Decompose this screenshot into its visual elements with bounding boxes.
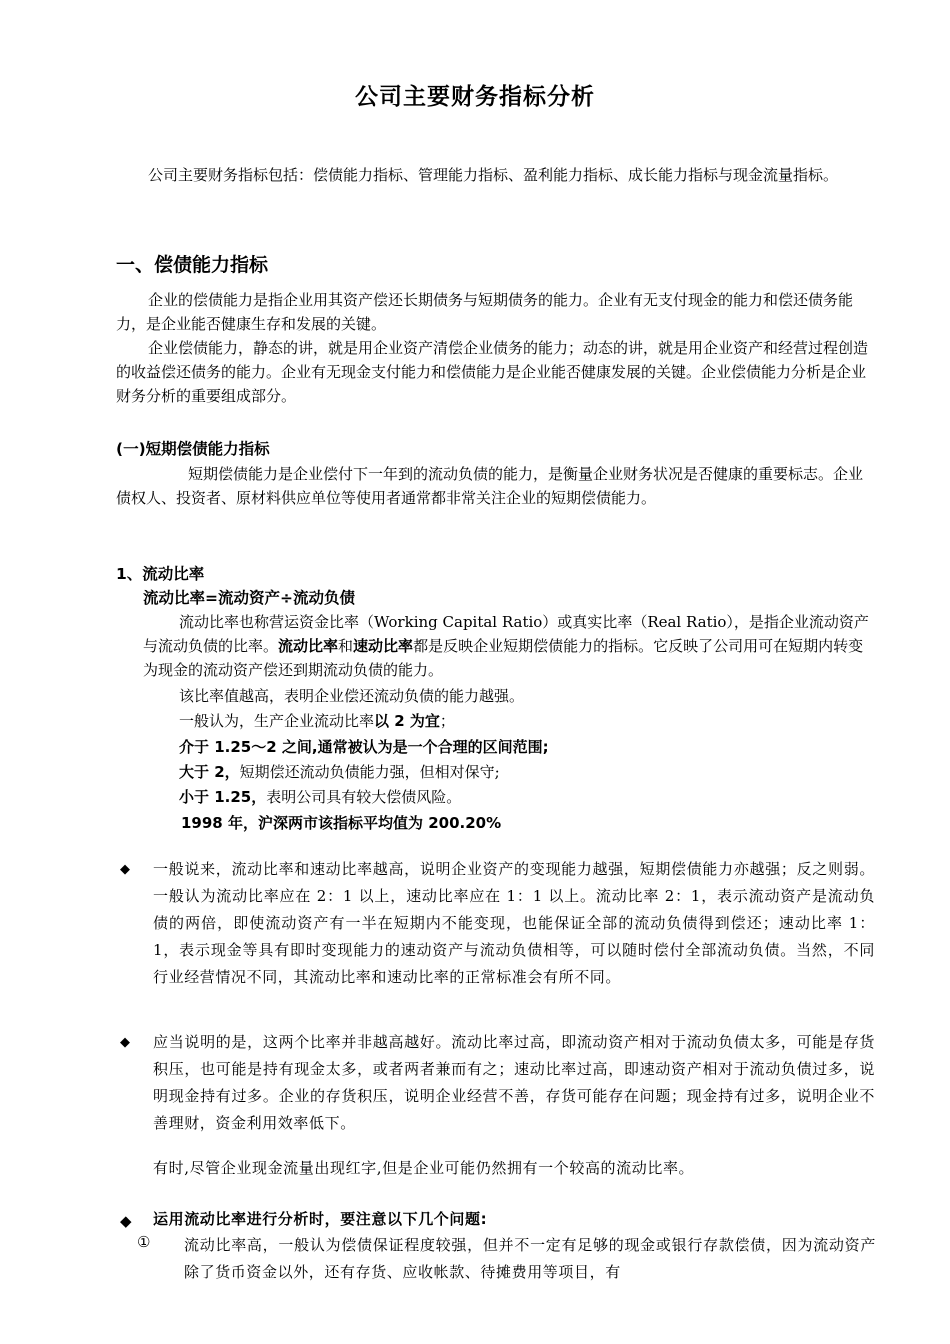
ratio-line-3: 介于 1.25～2 之间,通常被认为是一个合理的区间范围; — [179, 738, 549, 756]
bullet-paragraph-2-extra: 有时,尽管企业现金流量出现红字,但是企业可能仍然拥有一个较高的流动比率。 — [153, 1159, 695, 1177]
diamond-bullet-icon: ◆ — [120, 862, 130, 877]
ratio-line-4 — [179, 761, 500, 782]
numbered-paragraph-1: 流动比率高，一般认为偿债保证程度较强，但并不一定有足够的现金或银行存款偿债，因为流动资产除了货币资金以外，还有存货、应收帐款、待摊费用等项目，有 — [184, 1236, 876, 1281]
ratio-line-5-bold: 小于 1.25， — [179, 788, 267, 806]
ratio-line-4-text: 短期偿还流动负债能力强，但相对保守; — [239, 763, 500, 781]
ratio-line-1: 该比率值越高，表明企业偿还流动负债的能力越强。 — [179, 687, 525, 705]
short-term-paragraph: 短期偿债能力是企业偿付下一年到的流动负债的能力，是衡量企业财务状况是否健康的重要标志。企业债权人、投资者、原材料供应单位等使用者通常都非常关注企业的短期偿债能力。 — [116, 465, 864, 507]
subsection-heading-short-term: (一)短期偿债能力指标 — [116, 440, 270, 458]
intro-paragraph: 公司主要财务指标包括：偿债能力指标、管理能力指标、盈利能力指标、成长能力指标与现金流量指标。 — [148, 166, 839, 184]
current-ratio-formula: 流动比率=流动资产÷流动负债 — [143, 589, 355, 607]
ratio-line-2-end: ； — [439, 712, 455, 730]
bullet-heading-3: 运用流动比率进行分析时，要注意以下几个问题: — [153, 1210, 488, 1228]
solvency-paragraph-2: 企业偿债能力，静态的讲，就是用企业资产清偿企业债务的能力；动态的讲，就是用企业资产和经营过程创造的收益偿还债务的能力。企业有无现金支付能力和偿债能力是企业能否健康发展的关键。企业偿债能力分析是企业财务分析的重要组成部分。 — [116, 339, 869, 405]
bullet-paragraph-2: 应当说明的是，这两个比率并非越高越好。流动比率过高，即流动资产相对于流动负债太多，可能是存货积压，也可能是持有现金太多，或者两者兼而有之；速动比率过高，即速动资产相对于流动负债过多，说明现金持有过多。企业的存货积压，说明企业经营不善，存货可能存在问题；现金持有过多，说明企业不善理财，资金利用效率低下。 — [153, 1033, 875, 1132]
desc-bold-quick-ratio: 速动比率 — [353, 637, 414, 655]
bullet-paragraph-1: 一般说来，流动比率和速动比率越高，说明企业资产的变现能力越强，短期偿债能力亦越强；反之则弱。一般认为流动比率应在 2：1 以上，速动比率应在 1：1 以上。流动比率 2：1，表示流动资产是流动负债的两倍，即使流动资产有一半在短期内不能变现，也能保证全部的流动负债得到偿还；速动比率 1：1，表示现金等具有即时变现能力的速动资产与流动负债相等，可以随时偿付全部流动负债。当然，不同行业经营情况不同，其流动比率和速动比率的正常标准会有所不同。 — [153, 860, 875, 986]
ratio-line-2-text: 一般认为，生产企业流动比率 — [179, 712, 375, 730]
page-title: 公司主要财务指标分析 — [355, 84, 595, 110]
current-ratio-description — [143, 610, 878, 682]
ratio-line-4-bold: 大于 2， — [179, 763, 240, 781]
section-heading-solvency: 一、偿债能力指标 — [116, 254, 269, 276]
solvency-paragraph-1: 企业的偿债能力是指企业用其资产偿还长期债务与短期债务的能力。企业有无支付现金的能力和偿还债务能力，是企业能否健康生存和发展的关键。 — [116, 291, 854, 333]
desc-text-d: 都是反映企业短期偿债能力的指标。它反映了公司用可在短期内转变为现金的流动资产偿还到期流动负债的能力。 — [143, 637, 864, 679]
desc-bold-current-ratio: 流动比率 — [278, 637, 339, 655]
desc-text-c: 和 — [338, 637, 354, 655]
ratio-line-2-bold: 以 2 为宜 — [374, 712, 440, 730]
ratio-line-5-text: 表明公司具有较大偿债风险。 — [266, 788, 462, 806]
circled-number-1: ① — [137, 1233, 151, 1251]
ratio-line-5 — [179, 786, 461, 807]
desc-text-a: 流动比率也称营运资金比率（Working Capital Ratio）或真实比率（Real Ratio），是指企业流动资产与流动负债的比率。 — [143, 613, 869, 655]
diamond-bullet-icon: ◆ — [120, 1035, 130, 1050]
ratio-line-6: 1998 年，沪深两市该指标平均值为 200.20% — [181, 814, 502, 832]
ratio-line-2 — [179, 710, 455, 731]
item-heading-current-ratio: 1、流动比率 — [116, 565, 205, 583]
diamond-bullet-icon: ◆ — [120, 1212, 132, 1230]
